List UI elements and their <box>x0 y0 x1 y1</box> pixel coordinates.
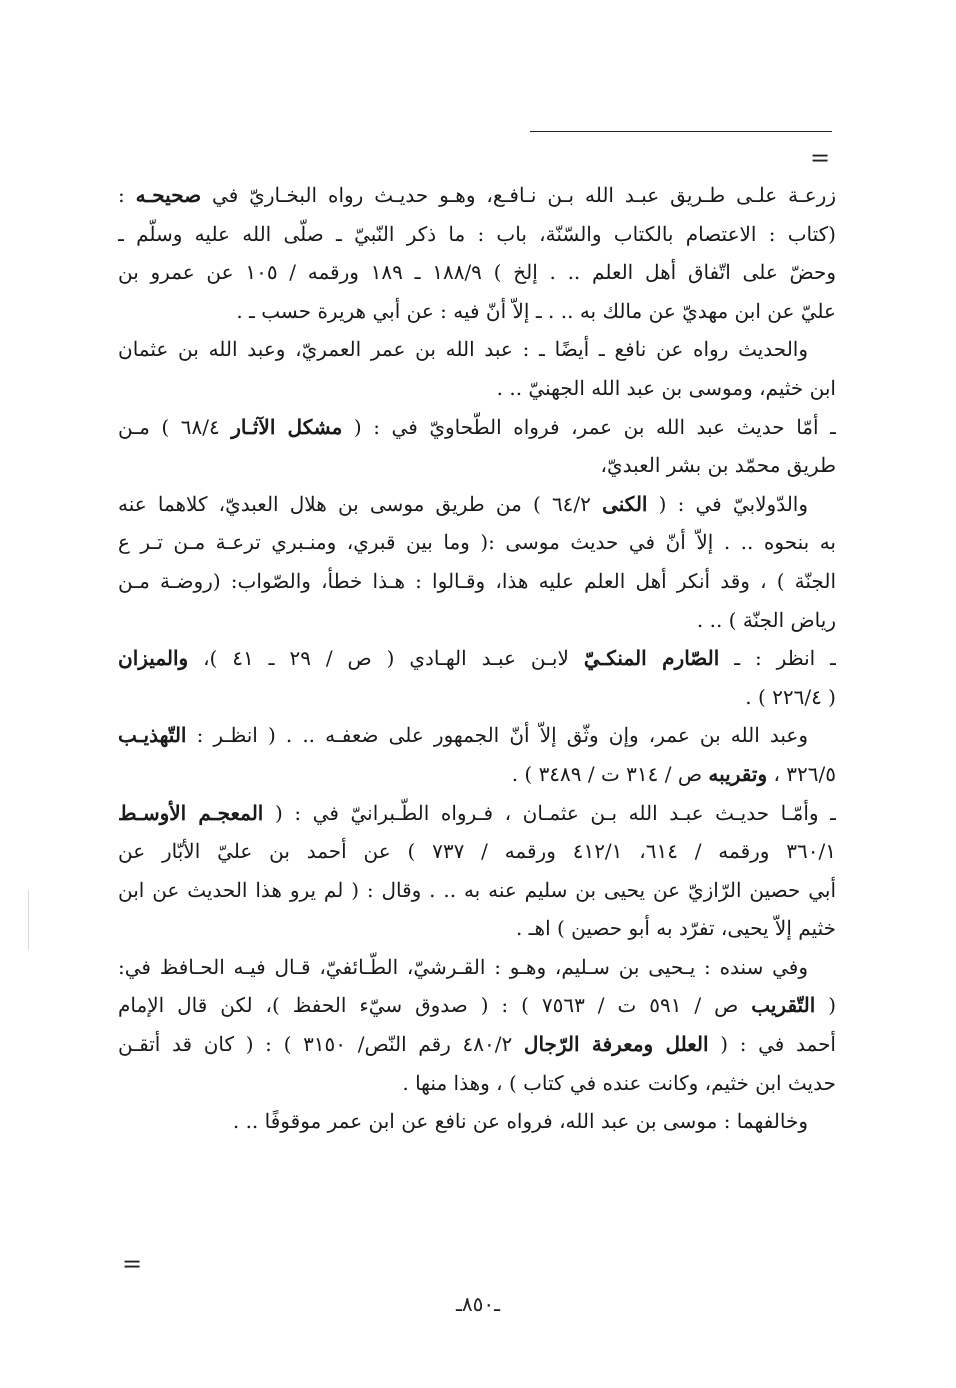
text-line <box>118 253 836 292</box>
text-run: وعبد الله بن عمر، وإن وثّق إلاّ أنّ الجمهور على ضعفـه .. . ( انظـر : <box>186 723 808 748</box>
text-line <box>118 601 836 640</box>
text-line <box>118 639 836 678</box>
text-line <box>118 369 836 408</box>
text-line <box>118 832 836 871</box>
continuation-mark-top: = <box>810 144 831 172</box>
text-line <box>118 716 836 755</box>
text-run: وفي سنده : يـحيى بن سـليم، وهـو : القـرشيّ، الطّـائفيّ، قـال فيـه الحـافظ في: <box>118 954 808 979</box>
text-run: ص / ٣١٤ ت / ٣٤٨٩ ) . <box>511 761 709 786</box>
bold-reference: صحيحـه <box>135 183 202 207</box>
bold-reference: مشكل الآثـار <box>231 414 343 439</box>
text-run: حديث ابن خثيم، وكانت عنده في كتاب ) ، وهذا منها . <box>402 1070 836 1095</box>
text-run: والدّولابيّ في : ( <box>647 491 808 516</box>
text-line <box>118 562 836 601</box>
text-run: ( ٢٢٦/٤ ) . <box>745 684 836 709</box>
bold-reference: المعجـم الأوسـط <box>118 800 264 825</box>
text-line <box>118 1102 836 1141</box>
text-run: ٦٨/٤ ) مـن <box>118 414 232 439</box>
bold-reference: الصّارم المنكـيّ <box>583 646 720 671</box>
text-line <box>118 523 836 562</box>
text-run: رياض الجنّة ) .. . <box>696 607 836 632</box>
text-run: ٤٨٠/٢ رقم النّص/ ٣١٥٠ ) : ( كان قد أتقـن <box>118 1032 524 1057</box>
text-run: خثيم إلاّ يحيى، تفرّد به أبو حصين ) اهـ . <box>515 916 836 941</box>
text-run: (كتاب : الاعتصام بالكتاب والسّنّة، باب : ما ذكر النّبيّ ـ صلّى الله عليه وسلّم ـ <box>118 221 836 246</box>
text-line <box>118 909 836 948</box>
text-run: به بنحوه .. . إلاّ أنّ في حديث موسى :( وما بين قبري، ومنـبري ترعـة مـن تـر ع <box>118 530 836 555</box>
text-run: لابـن عبـد الهـادي ( ص / ٢٩ ـ ٤١ )، <box>188 646 584 671</box>
text-line <box>118 871 836 910</box>
page-number: ـ٨٥٠ـ <box>456 1292 500 1316</box>
text-run: ٣٦٠/١ ورقمه / ٦١٤، ٤١٢/١ ورقمه / ٧٣٧ ) عن أحمد بن عليّ الأبّار عن <box>118 839 836 864</box>
text-run: وحضّ على اتّفاق أهل العلم .. . إلخ ) ١٨٨/٩ ـ ١٨٩ ورقمه / ١٠٥ عن عمرو بن <box>118 260 836 285</box>
text-run: : <box>118 183 136 207</box>
text-run: ٦٤/٢ ) من طريق موسى بن هلال العبديّ، كلاهما عنه <box>118 491 603 516</box>
text-run: ابن خثيم، وموسى بن عبد الله الجهنيّ .. . <box>496 375 836 400</box>
text-run: والحديث رواه عن نافع ـ أيضًا ـ : عبد الله بن عمر العمريّ، وعبد الله بن عثمان <box>118 337 808 362</box>
text-line <box>118 176 836 215</box>
text-line <box>118 292 836 331</box>
bold-reference: والميزان <box>118 646 189 671</box>
text-run: وخالفهما : موسى بن عبد الله، فرواه عن نافع عن ابن عمر موقوفًا .. . <box>232 1109 808 1134</box>
text-run: الجنّة ) ، وقد أنكر أهل العلم عليه هذا، وقـالوا : هـذا خطأ، والصّواب: (روضـة مـن <box>118 568 836 593</box>
text-run: عليّ عن ابن مهديّ عن مالك به .. . ـ إلاّ أنّ فيه : عن أبي هريرة حسب ـ . <box>236 298 836 323</box>
continuation-mark-bottom: = <box>122 1250 143 1278</box>
text-run: طريق محمّد بن بشر العبديّ، <box>600 453 836 478</box>
text-line <box>118 948 836 987</box>
text-line <box>118 678 836 717</box>
text-line <box>118 794 836 833</box>
bold-reference: التّقريب <box>751 993 816 1018</box>
bold-reference: الكنى <box>602 491 648 516</box>
bold-reference: العلل ومعرفة الرّجال <box>523 1032 709 1057</box>
top-rule <box>530 131 832 132</box>
bold-reference: التّهذيـب <box>118 723 187 748</box>
text-line <box>118 215 836 254</box>
text-run: زرعـة علـى طـريق عبـد الله بـن نـافـع، وهـو حديـث رواه البخـاريّ في <box>201 183 836 207</box>
footnote-text <box>118 176 836 1141</box>
text-line <box>118 755 836 794</box>
text-run: ص / ٥٩١ ت / ٧٥٦٣ ) : ( صدوق سيّء الحفظ )، لكن قال الإمام <box>118 993 752 1018</box>
text-line <box>118 986 836 1025</box>
text-run: ٣٢٦/٥ ، <box>767 761 836 786</box>
bold-reference: وتقريبه <box>708 761 768 786</box>
text-run: أبي حصين الرّازيّ عن يحيى بن سليم عنه به .. . وقال : ( لم يرو هذا الحديث عن ابن <box>118 877 836 902</box>
text-run: ـ أمّا حديث عبد الله بن عمر، فرواه الطّحاويّ في : ( <box>342 414 836 439</box>
text-line <box>118 408 836 447</box>
text-run: ـ انظر : ـ <box>719 646 836 671</box>
text-line <box>118 330 836 369</box>
text-line <box>118 1064 836 1103</box>
text-line <box>118 485 836 524</box>
text-run: ـ وأمّـا حديـث عبـد الله بـن عثمـان ، فـرواه الطّـبرانيّ في : ( <box>263 800 836 825</box>
text-run: أحمد في : ( <box>708 1032 836 1057</box>
text-line <box>118 446 836 485</box>
margin-mark <box>28 890 29 950</box>
text-line <box>118 1025 836 1064</box>
text-run: ( <box>815 993 836 1018</box>
